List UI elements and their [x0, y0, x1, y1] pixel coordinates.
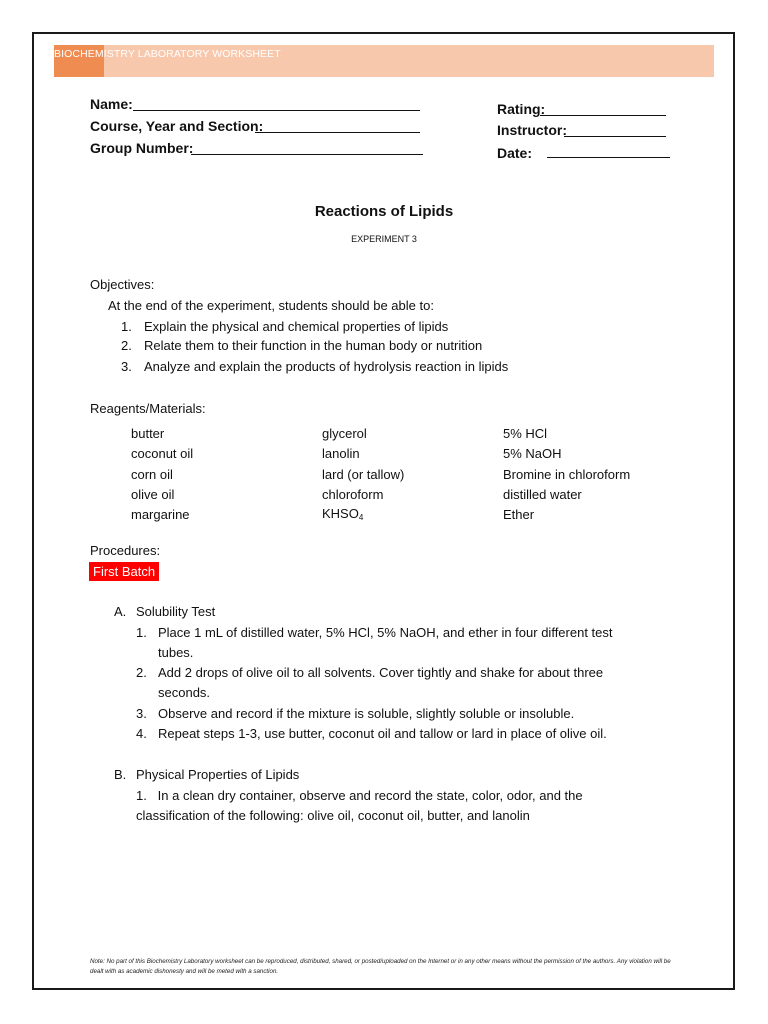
- procedures-heading: Procedures:: [90, 543, 161, 558]
- reagent-item-khso4: [322, 506, 363, 522]
- section-a-letter: A.: [114, 604, 127, 619]
- reagent-item: olive oil: [131, 487, 175, 502]
- objective-num: 1.: [121, 319, 132, 334]
- reagents-heading: Reagents/Materials:: [90, 401, 206, 416]
- step-num: 2.: [136, 665, 147, 680]
- instructor-label: Instructor:: [497, 122, 567, 138]
- date-label: Date:: [497, 145, 533, 161]
- name-label: Name:: [90, 96, 133, 112]
- khso4-subscript: 4: [358, 513, 364, 522]
- objective-item: Explain the physical and chemical properties of lipids: [144, 319, 449, 334]
- reagent-item: lanolin: [322, 446, 360, 461]
- section-b-step-cont: classification of the following: olive oil, coconut oil, butter, and lanolin: [136, 808, 530, 823]
- objective-num: 2.: [121, 338, 132, 353]
- step-text-cont: seconds.: [158, 685, 211, 700]
- objective-item: Analyze and explain the products of hydrolysis reaction in lipids: [144, 359, 509, 374]
- step-num: 3.: [136, 706, 147, 721]
- reagent-item: margarine: [131, 507, 190, 522]
- reagent-item: distilled water: [503, 487, 582, 502]
- reagent-item: corn oil: [131, 467, 173, 482]
- first-batch-badge: First Batch: [89, 562, 159, 581]
- objective-item: Relate them to their function in the human body or nutrition: [144, 338, 483, 353]
- objectives-heading: Objectives:: [90, 277, 155, 292]
- rating-label: Rating:: [497, 101, 546, 117]
- objectives-intro: At the end of the experiment, students should be able to:: [108, 298, 434, 313]
- course-label: Course, Year and Section:: [90, 118, 264, 134]
- khso4-formula: KHSO: [322, 506, 359, 521]
- header-banner: [54, 45, 714, 77]
- step-text: Observe and record if the mixture is soluble, slightly soluble or insoluble.: [158, 706, 575, 721]
- section-b-title: Physical Properties of Lipids: [136, 767, 300, 782]
- reagent-item: 5% NaOH: [503, 446, 562, 461]
- step-num: 4.: [136, 726, 147, 741]
- reagent-item: Bromine in chloroform: [503, 467, 631, 482]
- reagent-item: glycerol: [322, 426, 367, 441]
- section-a-title: Solubility Test: [136, 604, 216, 619]
- section-b-step: 1. In a clean dry container, observe and record the state, color, odor, and the: [136, 788, 583, 803]
- group-label: Group Number:: [90, 140, 194, 156]
- instructor-field[interactable]: [564, 136, 666, 137]
- name-field[interactable]: [133, 110, 420, 111]
- reagent-item: butter: [131, 426, 165, 441]
- step-text: Place 1 mL of distilled water, 5% HCl, 5% NaOH, and ether in four different test: [158, 625, 613, 640]
- step-text: Repeat steps 1-3, use butter, coconut oil and tallow or lard in place of olive oil.: [158, 726, 607, 741]
- date-field[interactable]: [547, 157, 670, 158]
- header-banner-text: BIOCHEMISTRY LABORATORY WORKSHEET: [54, 48, 281, 60]
- reagent-item: lard (or tallow): [322, 467, 405, 482]
- rating-field[interactable]: [540, 115, 666, 116]
- step-num: 1.: [136, 625, 147, 640]
- step-text-cont: tubes.: [158, 645, 194, 660]
- objective-num: 3.: [121, 359, 132, 374]
- document-subtitle: EXPERIMENT 3: [351, 234, 417, 244]
- course-field[interactable]: [255, 132, 420, 133]
- reagent-item: coconut oil: [131, 446, 194, 461]
- group-field[interactable]: [191, 154, 423, 155]
- reagent-item: 5% HCl: [503, 426, 548, 441]
- reagent-item: Ether: [503, 507, 535, 522]
- reagent-item: chloroform: [322, 487, 384, 502]
- document-title: Reactions of Lipids: [314, 203, 454, 220]
- section-b-letter: B.: [114, 767, 127, 782]
- footer-note: Note: No part of this Biochemistry Laboratory worksheet can be reproduced, distributed, shared, or posted/uploaded on the Internet or in any other means without the permission of the authors. Any violation will be dealt with as academic dishonesty and will be meted with a sanction.: [90, 958, 671, 975]
- step-text: Add 2 drops of olive oil to all solvents. Cover tightly and shake for about three: [158, 665, 604, 680]
